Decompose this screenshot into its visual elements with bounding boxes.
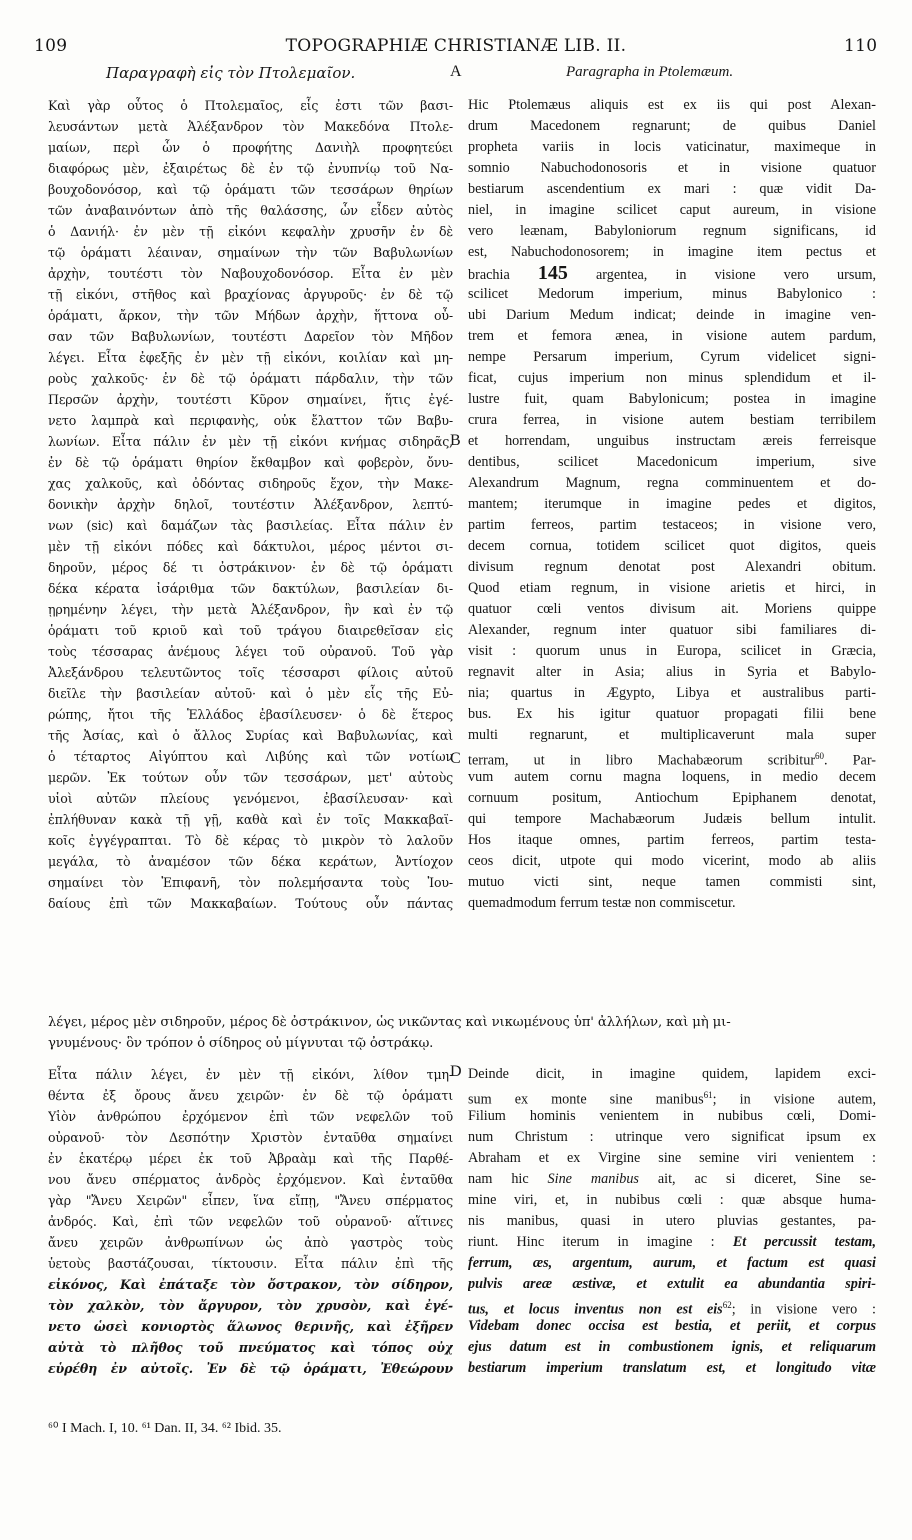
text-line: ἀρχὴν, τουτέστι τὸν Ναβουχοδονόσορ. Εἶτα ἐν μὲν	[48, 266, 453, 281]
text-line	[468, 1232, 876, 1253]
text-line: σαν τῶν Βαβυλωνίων, τουτέστι Δαρεῖον τὸν Μῆδον	[48, 329, 453, 344]
text-line: crura ferrea, in visione autem bestiam terribilem	[468, 412, 876, 428]
text-line	[468, 1337, 876, 1358]
text-fragment: Videbam donec occisa est bestia, et periit, et corpus	[468, 1318, 876, 1334]
text-fragment: ejus datum est in combustionem ignis, et reliquarum	[468, 1339, 876, 1355]
text-line: τῇ εἰκόνι, στῆθος καὶ βραχίονας ἀργυροῦς· ἐν δὲ τῷ	[48, 287, 453, 302]
footnote-ref: 62	[722, 1300, 732, 1310]
text-line: Alexandrum Magnum, regna comminuentem et do-	[468, 475, 876, 491]
full-width-greek-line: λέγει, μέρος μὲν σιδηροῦν, μέρος δὲ ὀστράκινον, ὡς νικῶντας καὶ νικωμένους ὑπ' ἀλλήλων, καὶ μὴ μι-	[48, 1015, 731, 1030]
text-fragment: pulvis areæ æstivæ, et extulit ea abundantia spiri-	[468, 1276, 876, 1292]
text-line: τὸν χαλκὸν, τὸν ἄργυρον, τὸν χρυσὸν, καὶ ἐγέ-	[48, 1298, 453, 1313]
text-line: κοῖς ἐγγέγραπται. Τὸ δὲ κέρας τὸ μικρὸν τὸ λαλοῦν	[48, 833, 453, 848]
text-line: ἄνευ χειρῶν ἀνθρωπίνων ὡς ἀπὸ γαστρὸς τοὺς	[48, 1235, 453, 1250]
latin-column-heading: Paragrapha in Ptolemæum.	[566, 64, 734, 80]
text-line: σημαίνει τὸν Ἐπιφανῆ, τὸν πολεμήσαντα τοὺς Ἰου-	[48, 875, 453, 890]
text-fragment: ; in visione vero :	[731, 1301, 876, 1316]
text-line: ficat, cujus imperium non minus splendidum et il-	[468, 370, 876, 386]
text-line: nempe Persarum imperium, Cyrum videlicet signi-	[468, 349, 876, 365]
text-fragment: mine viri, et, in nubibus cœli : quæ absque huma-	[468, 1192, 876, 1208]
text-line: quatuor cœli ventos divisum ait. Moriens quippe	[468, 601, 876, 617]
text-line: somnio Nabuchodonosoris et in visione quatuor	[468, 160, 876, 176]
full-width-greek-line: γνυμένους· ὃν τρόπον ὁ σίδηρος οὐ μίγνυται τῷ ὀστράκῳ.	[48, 1036, 434, 1051]
text-line	[468, 1295, 876, 1316]
text-line: mantem; iterumque in imagine pedes et digitos,	[468, 496, 876, 512]
text-line: nia; quartus in Ægypto, Libya et australibus parti-	[468, 685, 876, 701]
text-line: Quod etiam regnum, in visione arietis et hirci, in	[468, 580, 876, 596]
text-line: δαίους ἐπὶ τῶν Μακκαβαίων. Τούτους οὖν πάντας	[48, 896, 453, 911]
text-line	[468, 1211, 876, 1232]
text-line: decem cornua, totidem scilicet quot digitos, queis	[468, 538, 876, 554]
text-fragment: . Par-	[824, 752, 876, 767]
text-line: divisum regnum denotat post Alexandri obitum.	[468, 559, 876, 575]
text-fragment: ait, ac si diceret, Sine se-	[657, 1171, 876, 1187]
text-line: τῆς Ἀσίας, καὶ ὁ ἄλλος Συρίας καὶ Βαβυλωνίας, καὶ	[48, 728, 453, 743]
text-line: partim ferreos, partim testaceos; in visione vero,	[468, 517, 876, 533]
text-line: λευσάντων μετὰ Ἀλέξανδρον τὸν Μακεδόνα Πτολε-	[48, 119, 453, 134]
text-line: multi regnarunt, et multiplicaverunt mala super	[468, 727, 876, 743]
text-line	[468, 1148, 876, 1169]
text-fragment: Abraham et ex Virgine sine semine viri venientem :	[468, 1150, 876, 1166]
text-line: ἀνδρός. Καὶ, ἐπὶ τῶν νεφελῶν τοῦ οὐρανοῦ· αἵτινες	[48, 1214, 453, 1229]
text-line: bus. Ex his igitur quatuor propagati filii bene	[468, 706, 876, 722]
text-line: δονικὴν ἀρχὴν δηλοῖ, τουτέστιν Ἀλέξανδρον, λεπτύ-	[48, 497, 453, 512]
text-line: χας χαλκοῦς, καὶ ὀδόντας σιδηροῦς ἔχον, τὴν Μακε-	[48, 476, 453, 491]
footnote-ref-60: 60	[815, 751, 825, 761]
text-line	[468, 1274, 876, 1295]
text-line: ὁράματι τοῦ κριοῦ καὶ τοῦ τράγου διαιρεθεῖσαν εἰς	[48, 623, 453, 638]
margin-letter-d: D	[450, 1063, 462, 1080]
text-line	[468, 1127, 876, 1148]
text-line: propheta variis in locis vaticinatur, maximeque in	[468, 139, 876, 155]
text-line: θέντα ἐξ ὄρους ἄνευ χειρῶν· ἐν δὲ τῷ ὁράματι	[48, 1088, 453, 1103]
text-line: διεῖλε τὴν βασιλείαν αὐτοῦ· καὶ ὁ μὲν εἷς τῆς Εὐ-	[48, 686, 453, 701]
text-line: ῃρημένην λέγει, τὴν μετὰ Ἀλέξανδρον, ἣν καὶ ἐν τῷ	[48, 602, 453, 617]
text-line: δέκα κέρατα ἰσάριθμα τῶν δακτύλων, βασιλείαν δι-	[48, 581, 453, 596]
text-fragment: nam hic	[468, 1171, 529, 1187]
text-line	[468, 1358, 876, 1379]
text-fragment: riunt. Hinc iterum in imagine :	[468, 1234, 715, 1250]
text-line	[468, 1169, 876, 1190]
text-line: διαφόρως μὲν, ἐξαιρέτως δὲ ἐν τῷ ἐνυπνίῳ τοῦ Να-	[48, 161, 453, 176]
text-line: Εἶτα πάλιν λέγει, ἐν μὲν τῇ εἰκόνι, λίθον τμη-	[48, 1067, 453, 1082]
text-line: vum autem cornu magna loquens, in medio decem	[468, 769, 876, 785]
text-line: dentibus, scilicet Macedonicum imperium, sive	[468, 454, 876, 470]
text-line: ρώπης, ἤτοι τῆς Ἑλλάδος ἐβασίλευσεν· ὁ δὲ ἕτερος	[48, 707, 453, 722]
text-line: ceos dicit, utpote qui modo vicerint, modo ab aliis	[468, 853, 876, 869]
text-line	[468, 263, 876, 284]
text-fragment: bestiarum imperium translatum est, et longitudo vitæ	[468, 1360, 876, 1376]
text-fragment: Deinde dicit, in imagine quidem, lapidem exci-	[468, 1066, 876, 1082]
text-line: νου ἄνευ σπέρματος ἀνδρὸς ἐρχόμενον. Καὶ ἐνταῦθα	[48, 1172, 453, 1187]
text-line: τῷ ὁράματι λέαιναν, σημαίνων τὴν τῶν Βαβυλωνίων	[48, 245, 453, 260]
footnotes: ⁶⁰ I Mach. I, 10. ⁶¹ Dan. II, 34. ⁶² Ibid. 35.	[48, 1421, 282, 1436]
text-fragment: Sine manibus	[547, 1171, 639, 1187]
text-line: scilicet Medorum imperium, minus Babylonico :	[468, 286, 876, 302]
text-line: ἐν δὲ τῷ ὁράματι θηρίον ἔκθαμβον καὶ φοβερὸν, ὄνυ-	[48, 455, 453, 470]
text-line: trem et femora ænea, in visione autem pardum,	[468, 328, 876, 344]
text-line: drum Macedonem regnarunt; de quibus Daniel	[468, 118, 876, 134]
page-number-left: 109	[34, 36, 68, 56]
text-line: δηροῦν, μέρος δέ τι ὀστράκινον· ἐν δὲ τῷ ὁράματι	[48, 560, 453, 575]
text-line: lustre fuit, quam Babylonicum; postea in imagine	[468, 391, 876, 407]
text-fragment: Et percussit testam,	[732, 1234, 876, 1250]
text-line: mutuo victi sint, neque tamen commisti sint,	[468, 874, 876, 890]
text-fragment: argentea, in visione vero ursum,	[596, 267, 876, 283]
greek-text-column-lower	[48, 1064, 453, 1379]
text-line: est, Nabuchodonosorem; in imagine item pectus et	[468, 244, 876, 260]
text-line: vero leænam, Babyloniorum regnum significans, id	[468, 223, 876, 239]
text-line	[468, 746, 876, 767]
text-line: cornuum positum, Antiochum Epiphanem denotat,	[468, 790, 876, 806]
text-fragment: ferrum, æs, argentum, aurum, et factum est quasi	[468, 1255, 876, 1271]
text-line: ὁ τέταρτος Αἰγύπτου καὶ Λιβύης καὶ τῶν νοτίων	[48, 749, 453, 764]
text-line: υἱοὶ αὐτῶν πλείους γενόμενοι, ἐβασίλευσαν· καὶ	[48, 791, 453, 806]
text-line: μὲν τῇ εἰκόνι πόδες καὶ δάκτυλοι, μέρος μέντοι σι-	[48, 539, 453, 554]
text-fragment: num Christum : utrinque vero significat ipsum ex	[468, 1129, 876, 1145]
text-line: νετο ὡσεὶ κονιορτὸς ἅλωνος θερινῆς, καὶ ἐξῆρεν	[48, 1319, 453, 1334]
page-number-right: 110	[844, 36, 878, 56]
text-line: regnavit alter in Asia; alius in Syria et Babylo-	[468, 664, 876, 680]
text-line: ροὺς χαλκοῦς· ἐν δὲ τῷ ὁράματι πάρδαλιν, τὴν τῶν	[48, 371, 453, 386]
text-line: Υἱὸν ἀνθρώπου ἐρχόμενον ἐπὶ τῶν νεφελῶν τοῦ	[48, 1109, 453, 1124]
text-line: ὁράματι, ἄρκον, τὴν τῶν Μήδων ἀρχὴν, ἥττονα οὖ-	[48, 308, 453, 323]
text-line: ὁ Δανιήλ· ἐν μὲν τῇ εἰκόνι κεφαλὴν χρυσῆν ἐν δὲ	[48, 224, 453, 239]
text-line: εὑρέθη ἐν αὐτοῖς. Ἐν δὲ τῷ ὁράματι, Ἐθεώρουν	[48, 1361, 453, 1376]
text-line: τῶν ἀναβαινόντων ἀπὸ τῆς θαλάσσης, ὧν εἶδεν αὐτὸς	[48, 203, 453, 218]
text-fragment: tus, et locus inventus non est eis	[468, 1301, 723, 1316]
text-line: bestiarum ascendentium ex mari : quæ vidit Da-	[468, 181, 876, 197]
text-line	[468, 1253, 876, 1274]
text-line: λέγει. Εἶτα ἐφεξῆς ἐν μὲν τῇ εἰκόνι, κοιλίαν καὶ μη-	[48, 350, 453, 365]
text-line: Καὶ γὰρ οὗτος ὁ Πτολεμαῖος, εἷς ἐστι τῶν βασι-	[48, 98, 453, 113]
latin-text-column-lower	[468, 1064, 876, 1379]
running-title: TOPOGRAPHIÆ CHRISTIANÆ LIB. II.	[285, 36, 627, 56]
text-fragment: brachia	[468, 267, 510, 283]
text-line: νων (sic) καὶ δαμάζων τὰς βασιλείας. Εἶτα πάλιν ἐν	[48, 518, 453, 533]
text-line: visit : quorum unus in Europa, scilicet in Græcia,	[468, 643, 876, 659]
text-line: Περσῶν ἀρχὴν, τουτέστι Κῦρον σημαίνει, ἥτις ἐγέ-	[48, 392, 453, 407]
text-fragment: Filium hominis venientem in nubibus cœli, Domi-	[468, 1108, 876, 1124]
text-line: ὑετοὺς βαστάζουσαι, τίκτουσιν. Εἶτα πάλιν ἐπὶ τῆς	[48, 1256, 453, 1271]
text-line: ubi Darium Medum indicat; deinde in imagine ven-	[468, 307, 876, 323]
text-fragment: nis manibus, quasi in utero pluvias gestantes, pa-	[468, 1213, 876, 1229]
margin-letter-c: C	[450, 750, 461, 767]
text-line: Ἀλεξάνδρου τελευτῶντος τοῖς τέσσαρσι φίλοις αὐτοῦ	[48, 665, 453, 680]
text-line	[468, 1106, 876, 1127]
text-line: Hos itaque omnes, partim ferreos, partim testa-	[468, 832, 876, 848]
text-line: ἐπλήθυναν κακὰ τῇ γῇ, καθὰ καὶ ἐν τοῖς Μακκαβαϊ-	[48, 812, 453, 827]
text-line	[468, 1316, 876, 1337]
text-fragment: sum ex monte sine manibus	[468, 1091, 704, 1106]
text-line	[468, 1085, 876, 1106]
text-line: γὰρ "Ἄνευ Χειρῶν" εἶπεν, ἵνα εἴπῃ, "Ἄνευ σπέρματος	[48, 1193, 453, 1208]
text-line: οὐρανοῦ· τὸν Δεσπότην Χριστὸν ἐνταῦθα σημαίνει	[48, 1130, 453, 1145]
greek-text-column	[48, 95, 453, 914]
text-line: μαίων, περὶ ὧν ὁ προφήτης Δανιὴλ προφητεύει	[48, 140, 453, 155]
text-fragment: ; in visione autem,	[712, 1091, 876, 1106]
text-line: μερῶν. Ἐκ τούτων οὖν τῶν τεσσάρων, μετ' αὐτοὺς	[48, 770, 453, 785]
latin-text-column	[468, 95, 876, 914]
column-number-145: 145	[537, 263, 568, 284]
margin-letter-b: B	[450, 432, 461, 449]
text-line	[468, 1190, 876, 1211]
text-line: Alexander, regnum inter quatuor sibi familiares di-	[468, 622, 876, 638]
text-line: βουχοδονόσορ, καὶ τῷ ὁράματι τῶν τεσσάρων θηρίων	[48, 182, 453, 197]
text-line: εἰκόνος, Καὶ ἐπάταξε τὸν ὄστρακον, τὸν σίδηρον,	[48, 1277, 453, 1292]
text-line	[468, 1064, 876, 1085]
text-line: et horrendam, unguibus instructam æreis ferreisque	[468, 433, 876, 449]
text-line: ἐν ἑκατέρῳ μέρει ἐκ τοῦ Ἀβραὰμ καὶ τῆς Παρθέ-	[48, 1151, 453, 1166]
text-line: qui tempore Machabæorum Judæis bellum intulit.	[468, 811, 876, 827]
text-fragment: terram, ut in libro Machabæorum scribitur	[468, 752, 816, 767]
greek-column-heading: Παραγραφὴ εἰς τὸν Πτολεμαῖον.	[106, 64, 356, 82]
text-line: νετο λαμπρὰ καὶ περιφανὴς, οὐκ ἔλαττον τῶν Βαβυ-	[48, 413, 453, 428]
text-line: niel, in imagine scilicet caput aureum, in visione	[468, 202, 876, 218]
text-line: quemadmodum ferrum testæ non commiscetur.	[468, 895, 736, 911]
text-line: μεγάλα, τὸ ἀναμέσον τῶν δέκα κεράτων, Ἀντίοχον	[48, 854, 453, 869]
footnote-ref: 61	[703, 1090, 713, 1100]
text-line: τοὺς τέσσαρας ἀνέμους λέγει τοῦ οὐρανοῦ. Τοῦ γὰρ	[48, 644, 453, 659]
text-line: λωνίων. Εἶτα πάλιν ἐν μὲν τῇ εἰκόνι κνήμας σιδηρᾶς,	[48, 434, 453, 449]
text-line: αὐτὰ τὸ πλῆθος τοῦ πνεύματος καὶ τόπος οὐχ	[48, 1340, 453, 1355]
text-line: Hic Ptolemæus aliquis est ex iis qui post Alexan-	[468, 97, 876, 113]
margin-letter-a: A	[450, 63, 462, 80]
